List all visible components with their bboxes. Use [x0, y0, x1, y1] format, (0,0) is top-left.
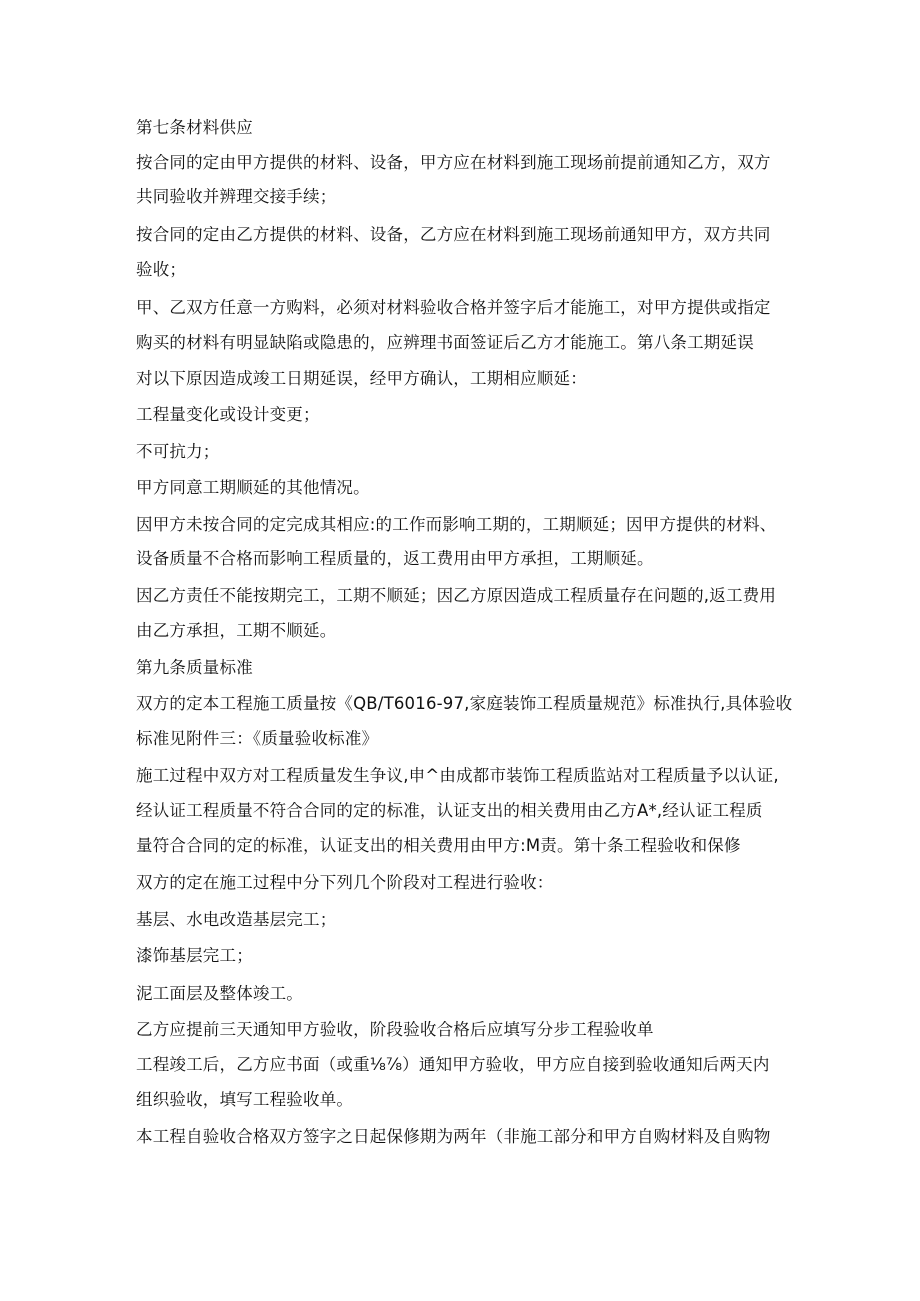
list-item: 漆饰基层完工；: [136, 946, 253, 965]
list-item: 泥工面层及整体竣工。: [136, 984, 303, 1003]
paragraph-line: 双方的定本工程施工质量按《QB/T6016-97,家庭装饰工程质量规范》标准执行,具体验收: [136, 694, 793, 713]
list-item: 工程量变化或设计变更；: [136, 405, 320, 424]
section-heading-9: 第九条质量标准: [136, 658, 253, 677]
list-item: 甲方同意工期顺延的其他情况。: [136, 478, 370, 497]
paragraph-line: 经认证工程质量不符合合同的定的标准，认证支出的相关费用由乙方A*,经认证工程质: [136, 801, 763, 820]
paragraph-line: 因甲方未按合同的定完成其相应:的工作而影响工期的，工期顺延；因甲方提供的材料、: [136, 515, 777, 534]
paragraph-line: 按合同的定由甲方提供的材料、设备，甲方应在材料到施工现场前提前通知乙方，双方: [136, 153, 771, 172]
paragraph-line: 双方的定在施工过程中分下列几个阶段对工程进行验收：: [136, 873, 554, 892]
paragraph-line: 共同验收并辨理交接手续；: [136, 187, 337, 206]
section-heading-7: 第七条材料供应: [136, 118, 253, 137]
paragraph-line: 因乙方责任不能按期完工，工期不顺延；因乙方原因造成工程质量存在问题的,返工费用: [136, 586, 777, 605]
paragraph-line: 甲、乙双方任意一方购料，必须对材料验收合格并签字后才能施工，对甲方提供或指定: [136, 298, 771, 317]
list-item: 基层、水电改造基层完工；: [136, 910, 337, 929]
paragraph-line: 施工过程中双方对工程质量发生争议,申^由成都市装饰工程质监站对工程质量予以认证,: [136, 766, 779, 785]
paragraph-line: 工程竣工后，乙方应书面（或重⅛⅞）通知甲方验收，甲方应自接到验收通知后两天内: [136, 1055, 770, 1074]
paragraph-line: 验收；: [136, 260, 187, 279]
paragraph-line: 组织验收，填写工程验收单。: [136, 1090, 354, 1109]
paragraph-line: 由乙方承担，工期不顺延。: [136, 621, 337, 640]
paragraph-line: 对以下原因造成竣工日期延误，经甲方确认，工期相应顺延：: [136, 369, 587, 388]
paragraph-line: 量符合合同的定的标准，认证支出的相关费用由甲方:M责。第十条工程验收和保修: [136, 836, 741, 855]
paragraph-line: 标准见附件三：《质量验收标准》: [136, 729, 379, 748]
paragraph-line: 购买的材料有明显缺陷或隐患的，应辨理书面签证后乙方才能施工。第八条工期延误: [136, 333, 754, 352]
paragraph-line: 本工程自验收合格双方签字之日起保修期为两年（非施工部分和甲方自购材料及自购物: [136, 1127, 771, 1146]
paragraph-line: 乙方应提前三天通知甲方验收，阶段验收合格后应填写分步工程验收单: [136, 1020, 654, 1039]
list-item: 不可抗力；: [136, 442, 220, 461]
paragraph-line: 设备质量不合格而影响工程质量的，返工费用由甲方承担，工期顺延。: [136, 549, 654, 568]
paragraph-line: 按合同的定由乙方提供的材料、设备，乙方应在材料到施工现场前通知甲方，双方共同: [136, 225, 771, 244]
